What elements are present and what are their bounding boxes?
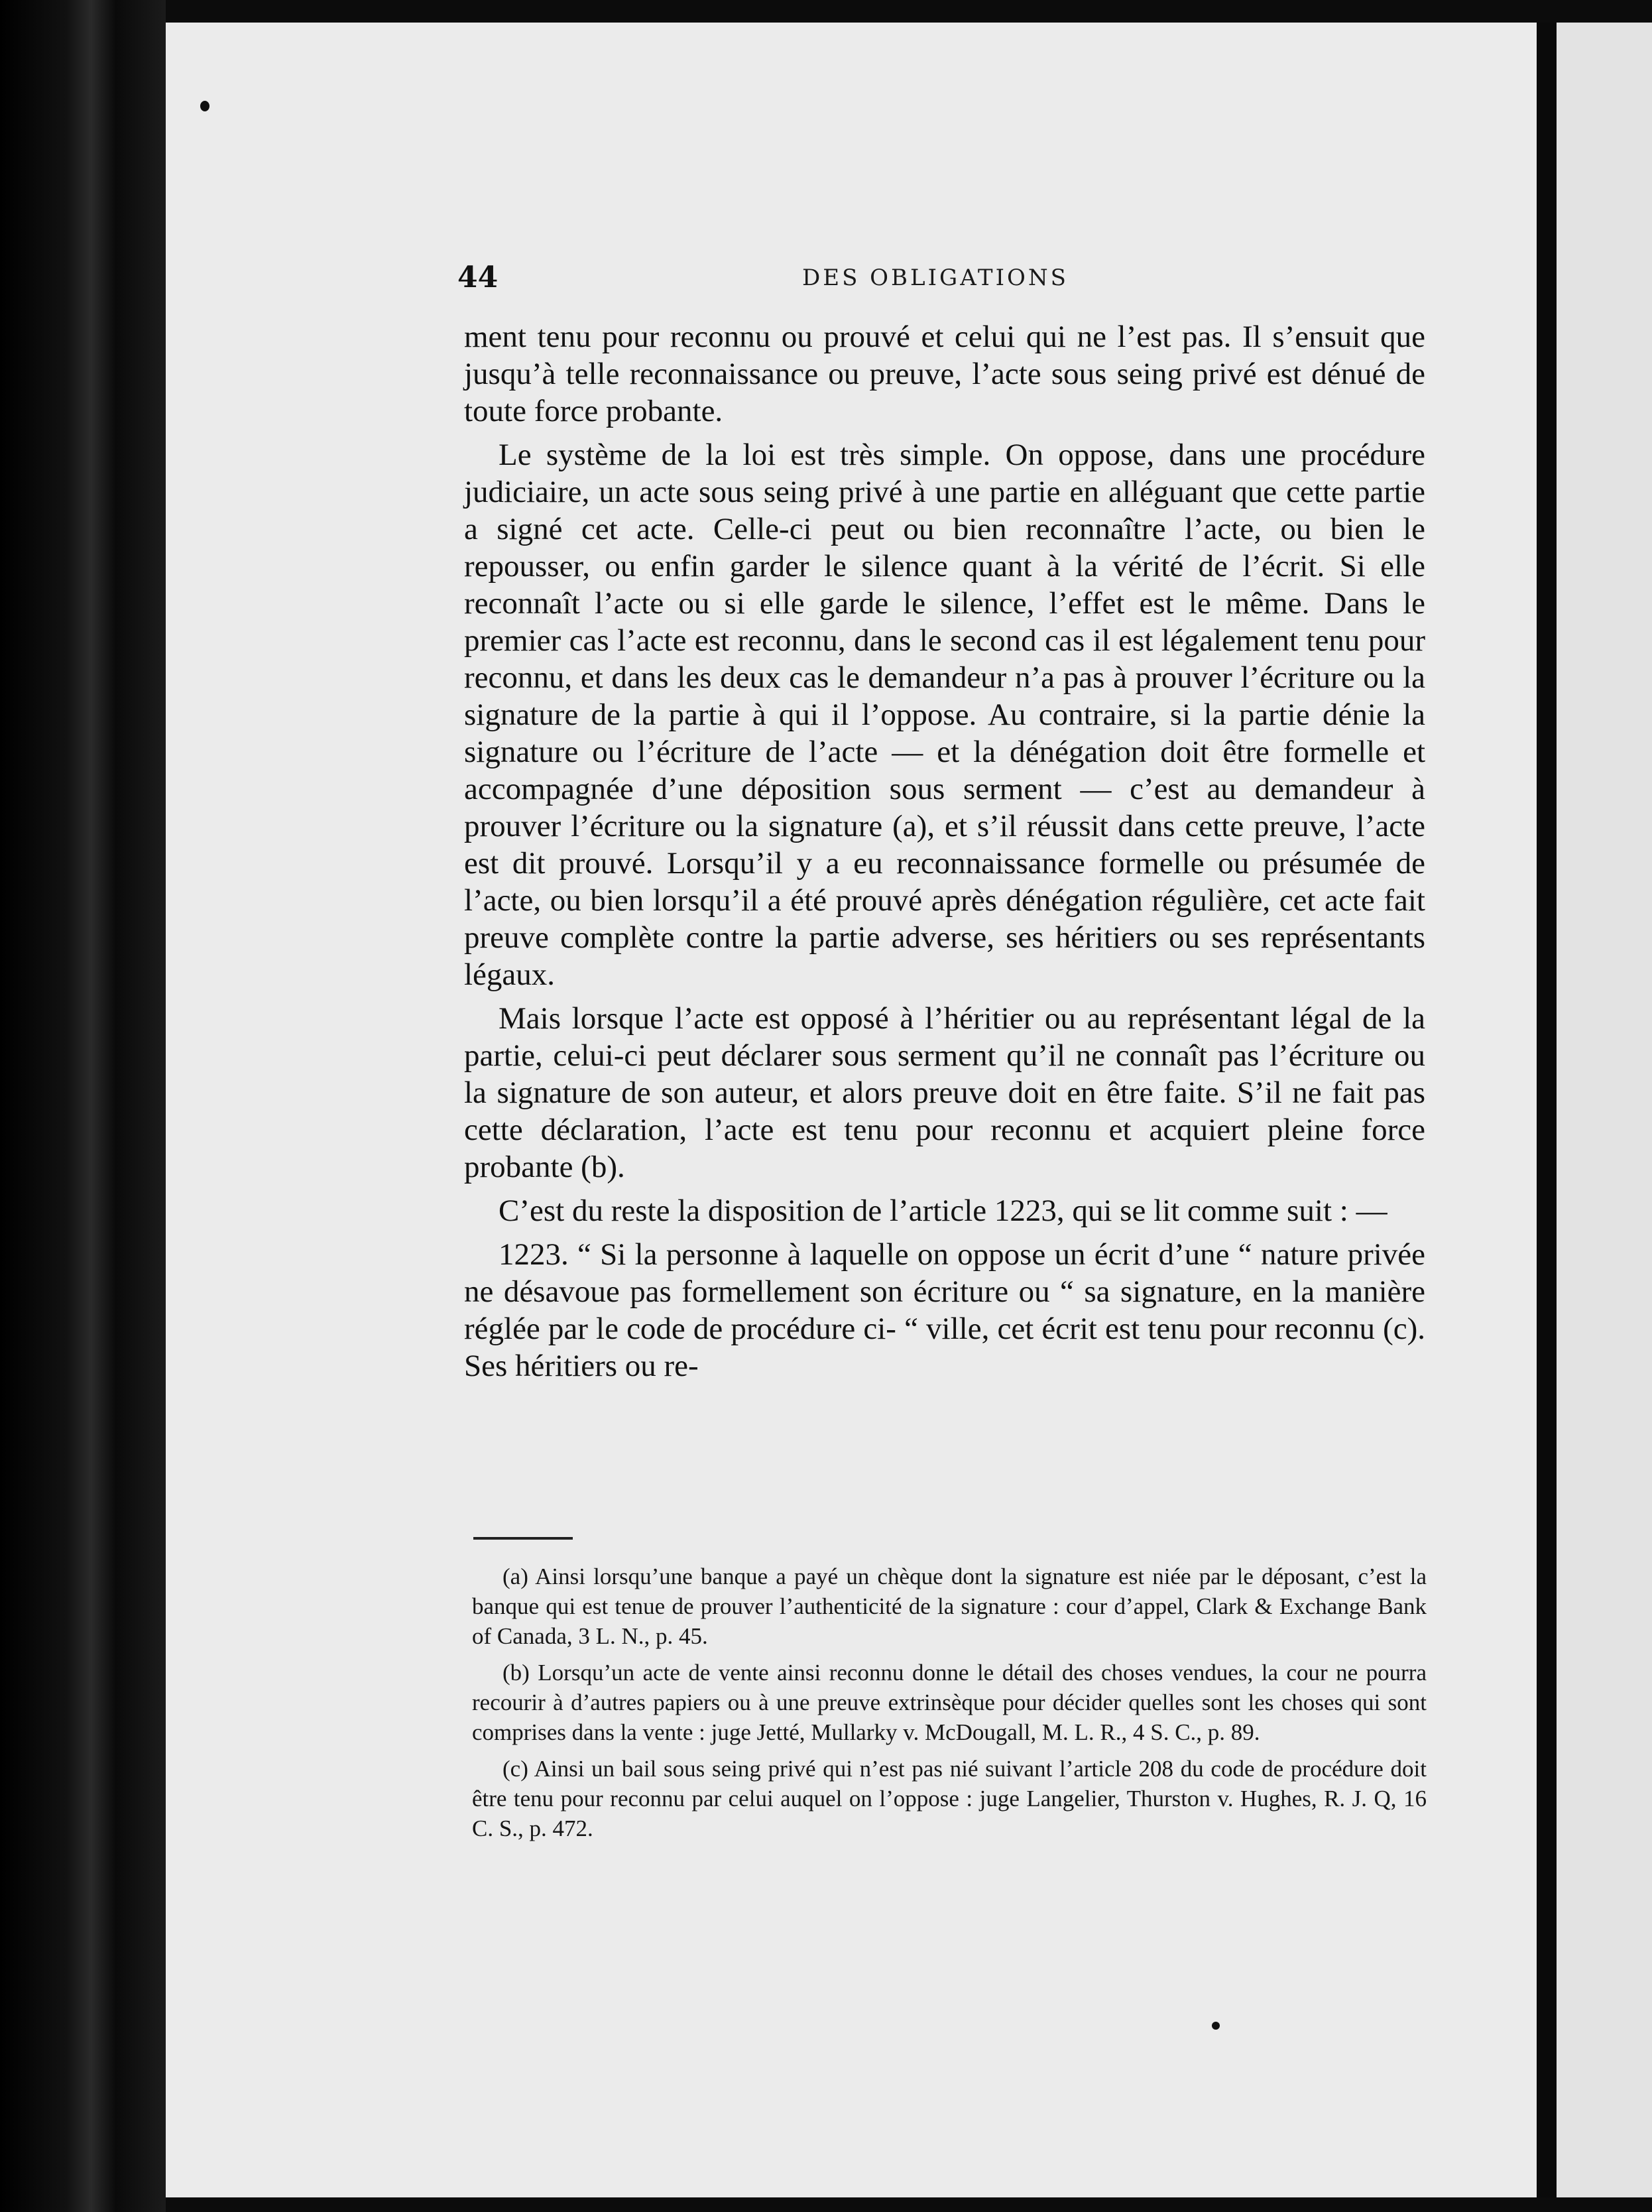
main-text — [464, 318, 1425, 1391]
footnote-rule — [473, 1537, 573, 1540]
footnotes — [472, 1562, 1427, 1850]
footnote-a: (a) Ainsi lorsqu’une banque a payé un chèque dont la signature est niée par le déposant, c’est la banque qui est tenue de prouver l’authenticité de la signature : cour d’appel, Clark & Exchange Bank of Canada, 3 L. N., p. 45. — [472, 1564, 1427, 1649]
page-header — [457, 261, 1419, 300]
paragraph-continuation: ment tenu pour reconnu ou prouvé et celui qui ne l’est pas. Il s’ensuit que jusqu’à telle reconnaissance ou preuve, l’acte sous seing privé est dénué de toute force probante. — [464, 320, 1425, 428]
paragraph-heir: Mais lorsque l’acte est opposé à l’héritier ou au représentant légal de la partie, celui-ci peut déclarer sous serment qu’il ne connaît pas l’écriture ou la signature de son auteur, et alors preuve doit en être faite. S’il ne fait pas cette déclaration, l’acte est tenu pour reconnu et acquiert pleine force probante (b). — [464, 1001, 1425, 1184]
footnote-b: (b) Lorsqu’un acte de vente ainsi reconnu donne le détail des choses vendues, la cour ne pourra recourir à d’autres papiers ou à une preuve extrinsèque pour décider quelles sont les choses qui sont comprises dans la vente : juge Jetté, Mullarky v. McDougall, M. L. R., 4 S. C., p. 89. — [472, 1660, 1427, 1745]
book-gutter-right — [1537, 23, 1557, 2197]
page-number: 44 — [457, 261, 499, 294]
paragraph-system: Le système de la loi est très simple. On oppose, dans une procédure judiciaire, un acte sous seing privé à une partie en alléguant que cette partie a signé cet acte. Celle-ci peut ou bien reconnaître l’acte, ou bien le repousser, ou enfin garder le silence quant à la vérité de l’écrit. Si elle reconnaît l’acte ou si elle garde le silence, l’effet est le même. Dans le premier cas l’acte est reconnu, dans le second cas il est légalement tenu pour reconnu, et dans les deux cas le demandeur n’a pas à prouver l’écriture ou la signature de la partie à qui il l’oppose. Au contraire, si la partie dénie la signature ou l’écriture de l’acte — et la dénégation doit être formelle et accompagnée d’une déposition sous serment — c’est au demandeur à prouver l’écriture ou la signature (a), et s’il réussit dans cette preuve, l’acte est dit prouvé. Lorsqu’il y a eu reconnaissance formelle ou présumée de l’acte, ou bien lorsqu’il a été prouvé après dénégation régulière, cet acte fait preuve complète contre la partie adverse, ses héritiers ou ses représentants légaux. — [464, 438, 1425, 992]
footnote-c: (c) Ainsi un bail sous seing privé qui n’est pas nié suivant l’article 208 du code de procédure doit être tenu pour reconnu par celui auquel on l’oppose : juge Langelier, Thurston v. Hughes, R. J. Q, 16 C. S., p. 472. — [472, 1756, 1427, 1841]
ink-speck — [1212, 2022, 1220, 2030]
ink-speck — [200, 101, 209, 111]
adjacent-page-edge — [1557, 23, 1652, 2197]
paragraph-article-intro: C’est du reste la disposition de l’article 1223, qui se lit comme suit : — — [499, 1194, 1387, 1228]
book-binding-left — [0, 0, 166, 2212]
article-quote: 1223. “ Si la personne à laquelle on oppose un écrit d’une “ nature privée ne désavoue pas formellement son écriture ou “ sa signature, en la manière réglée par le code de procédure ci- “ ville, cet écrit est tenu pour reconnu (c). Ses héritiers ou re- — [464, 1237, 1425, 1383]
running-head: DES OBLIGATIONS — [802, 265, 1069, 291]
